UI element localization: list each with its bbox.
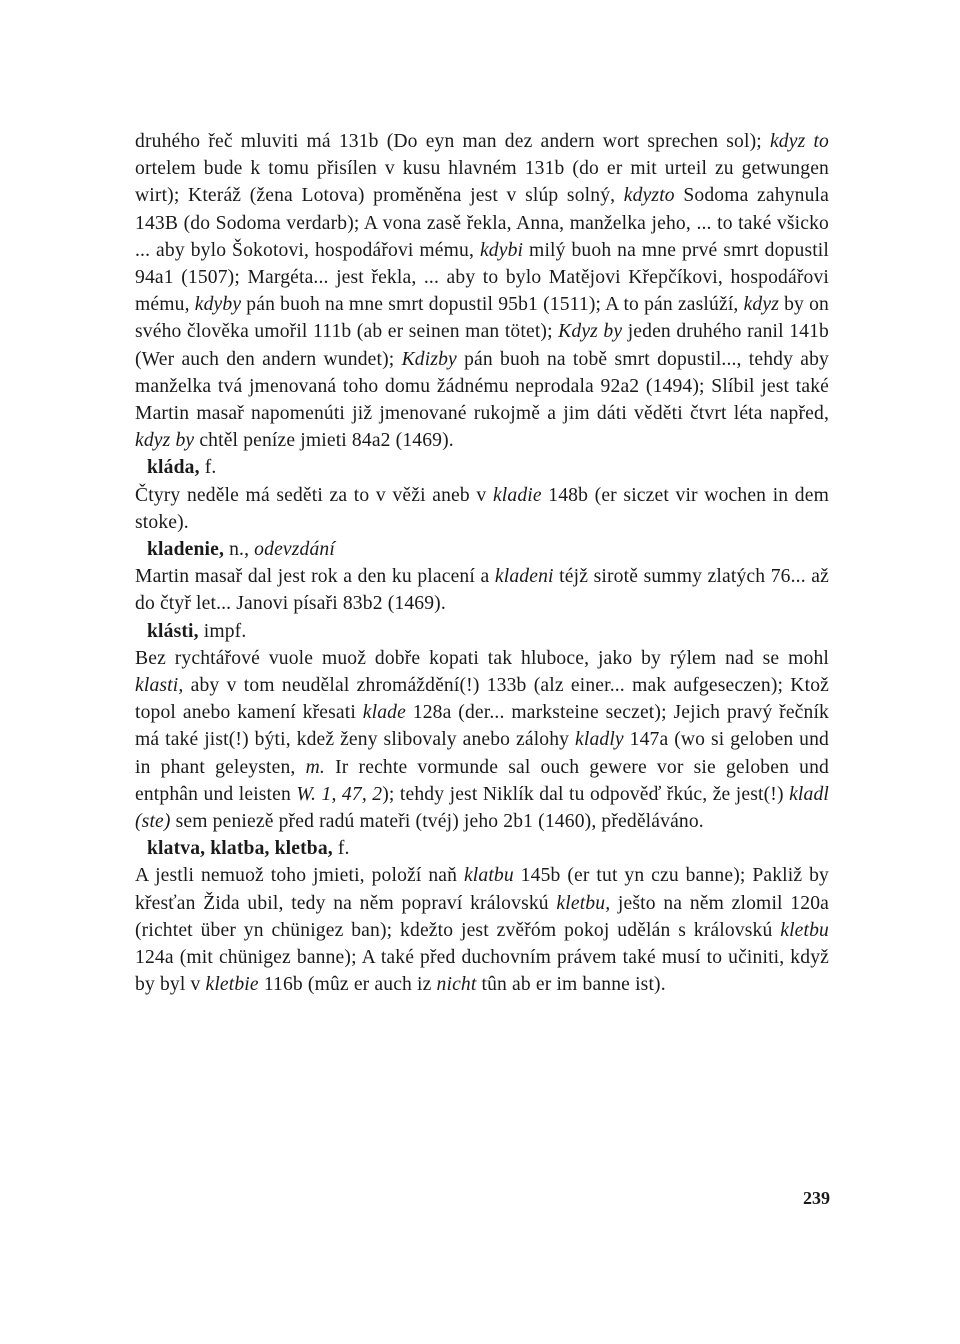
entry-headword xyxy=(135,618,829,645)
italic-text: m. xyxy=(305,756,325,778)
headword-text: klatva, klatba, kletba, xyxy=(147,838,333,860)
text-segment: ješto na něm zlomil 120a (richtet über yn chünigez ban); kdežto jest zvěřóm pokoj udělán s královskú xyxy=(135,892,829,941)
text-segment: 145b (er tut yn czu banne); Pakliž by křesťan Žida ubil, tedy na něm popraví královskú xyxy=(135,865,829,914)
italic-text: kladeni xyxy=(494,566,554,588)
text-segment: n., xyxy=(224,539,255,561)
text-segment: ortelem bude k tomu přisílen v kusu hlavném 131b (do er mit urteil zu getwungen wirt); Kteráž (žena Lotova) proměněna jest v slúp solný, xyxy=(135,158,829,207)
text-segment: Martin masař dal jest rok a den ku placení a xyxy=(135,566,495,588)
italic-text: Kdyz by xyxy=(558,321,623,343)
italic-text: W. 1, 47, 2 xyxy=(296,783,383,805)
italic-text: klade xyxy=(362,702,406,724)
italic-text: Kdizby xyxy=(401,348,457,370)
italic-text: kdyz xyxy=(743,294,779,316)
italic-text: klatbu xyxy=(463,865,514,887)
text-segment: pán buoh na mne smrt dopustil 95b1 (1511); A to pán zaslúží, xyxy=(241,294,744,316)
text-segment: 116b (mûz er auch iz xyxy=(258,974,437,996)
italic-text: kletbu, xyxy=(556,892,611,914)
italic-text: odevzdání xyxy=(254,539,335,561)
headword-text: kladenie, xyxy=(147,539,225,561)
text-segment: A jestli nemuož toho jmieti, položí naň xyxy=(135,865,464,887)
italic-text: kletbu xyxy=(780,919,829,941)
italic-text: kletbie xyxy=(205,974,259,996)
entry-paragraph xyxy=(135,482,829,536)
entry-headword xyxy=(135,835,829,862)
text-segment: by on svého člověka umořil 111b (ab er seinen man tötet); xyxy=(135,294,830,343)
text-segment: téjž sirotě summy zlatých 76... až do čtyř let... Janovi písaři 83b2 (1469). xyxy=(135,566,830,615)
headword-text: klásti, xyxy=(147,620,199,642)
italic-text: kdyz to xyxy=(769,131,829,152)
entry-paragraph xyxy=(135,128,829,454)
page-number: 239 xyxy=(803,1188,830,1208)
italic-text: kladly xyxy=(575,729,624,751)
text-segment: druhého řeč mluviti má 131b (Do eyn man dez andern wort sprechen sol); xyxy=(135,131,770,152)
text-segment: 148b (er siczet vir wochen in dem stoke). xyxy=(135,484,829,533)
text-segment: milý buoh na mne prvé smrt dopustil 94a1 (1507); Margéta... jest řekla, ... aby to bylo Matějovi Křepčíkovi, hospodářovi mému, xyxy=(135,239,829,316)
text-segment: impf. xyxy=(198,620,247,642)
entry-headword xyxy=(135,536,829,563)
text-segment: tûn ab er im banne ist). xyxy=(476,974,666,996)
italic-text: kdyz by xyxy=(135,430,195,452)
entry-paragraph xyxy=(135,862,829,998)
text-segment: ); tehdy jest Niklík dal tu odpověď řkúc, že jest(!) xyxy=(382,783,790,805)
text-segment: Ir rechte vormunde sal ouch gewere vor sie geloben und entphân und leisten xyxy=(135,756,829,805)
text-segment: aby v tom neudělal zhromáždění(!) 133b (alz einer... mak aufgeseczen); Ktož topol anebo kamení křesati xyxy=(135,675,829,724)
text-segment: Čtyry neděle má seděti za to v věži aneb v xyxy=(135,484,493,506)
text-segment: f. xyxy=(332,838,350,860)
italic-text: nicht xyxy=(436,974,477,996)
page-text xyxy=(135,128,829,999)
italic-text: kladl (ste) xyxy=(135,783,829,833)
text-segment: chtěl peníze jmieti 84a2 (1469). xyxy=(194,430,454,452)
italic-text: kladie xyxy=(492,484,542,506)
text-segment: sem peniezě před radú mateři (tvéj) jeho 2b1 (1460), předěláváno. xyxy=(170,811,704,833)
text-segment: jeden druhého ranil 141b (Wer auch den andern wundet); xyxy=(135,321,829,370)
entry-headword xyxy=(135,454,829,481)
text-segment: Sodoma zahynula 143B (do Sodoma verdarb); A vona zasě řekla, Anna, manželka jeho, ... to také všicko ... aby bylo Šokotovi, hospodářovi mému, xyxy=(135,185,829,261)
italic-text: kdybi xyxy=(479,239,524,261)
text-segment: 128a (der... marksteine seczet); Jejich pravý řečník má také jist(!) býti, kdež ženy slibovaly anebo zálohy xyxy=(135,702,830,751)
text-segment: pán buoh na tobě smrt dopustil..., tehdy aby manželka tvá jmenovaná toho domu žádnému neprodala 92a2 (1494); Slíbil jest také Martin masař napomenúti již jmenované rukojmě a jim dáti věděti čtvrt léta napřed, xyxy=(135,348,829,425)
text-segment: f. xyxy=(199,457,217,479)
italic-text: klasti, xyxy=(135,675,184,697)
entry-paragraph xyxy=(135,645,829,835)
text-segment: 124a (mit chünigez banne); A také před duchovním právem také musí to učiniti, když by byl v xyxy=(135,947,829,996)
italic-text: kdyzto xyxy=(623,185,675,207)
italic-text: kdyby xyxy=(194,294,242,316)
headword-text: kláda, xyxy=(147,457,200,479)
text-segment: 147a (wo si geloben und in phant geleysten, xyxy=(135,729,829,778)
text-segment: Bez rychtářové vuole muož dobře kopati tak hluboce, jako by rýlem nad se mohl xyxy=(135,647,829,669)
entry-paragraph xyxy=(135,563,829,617)
